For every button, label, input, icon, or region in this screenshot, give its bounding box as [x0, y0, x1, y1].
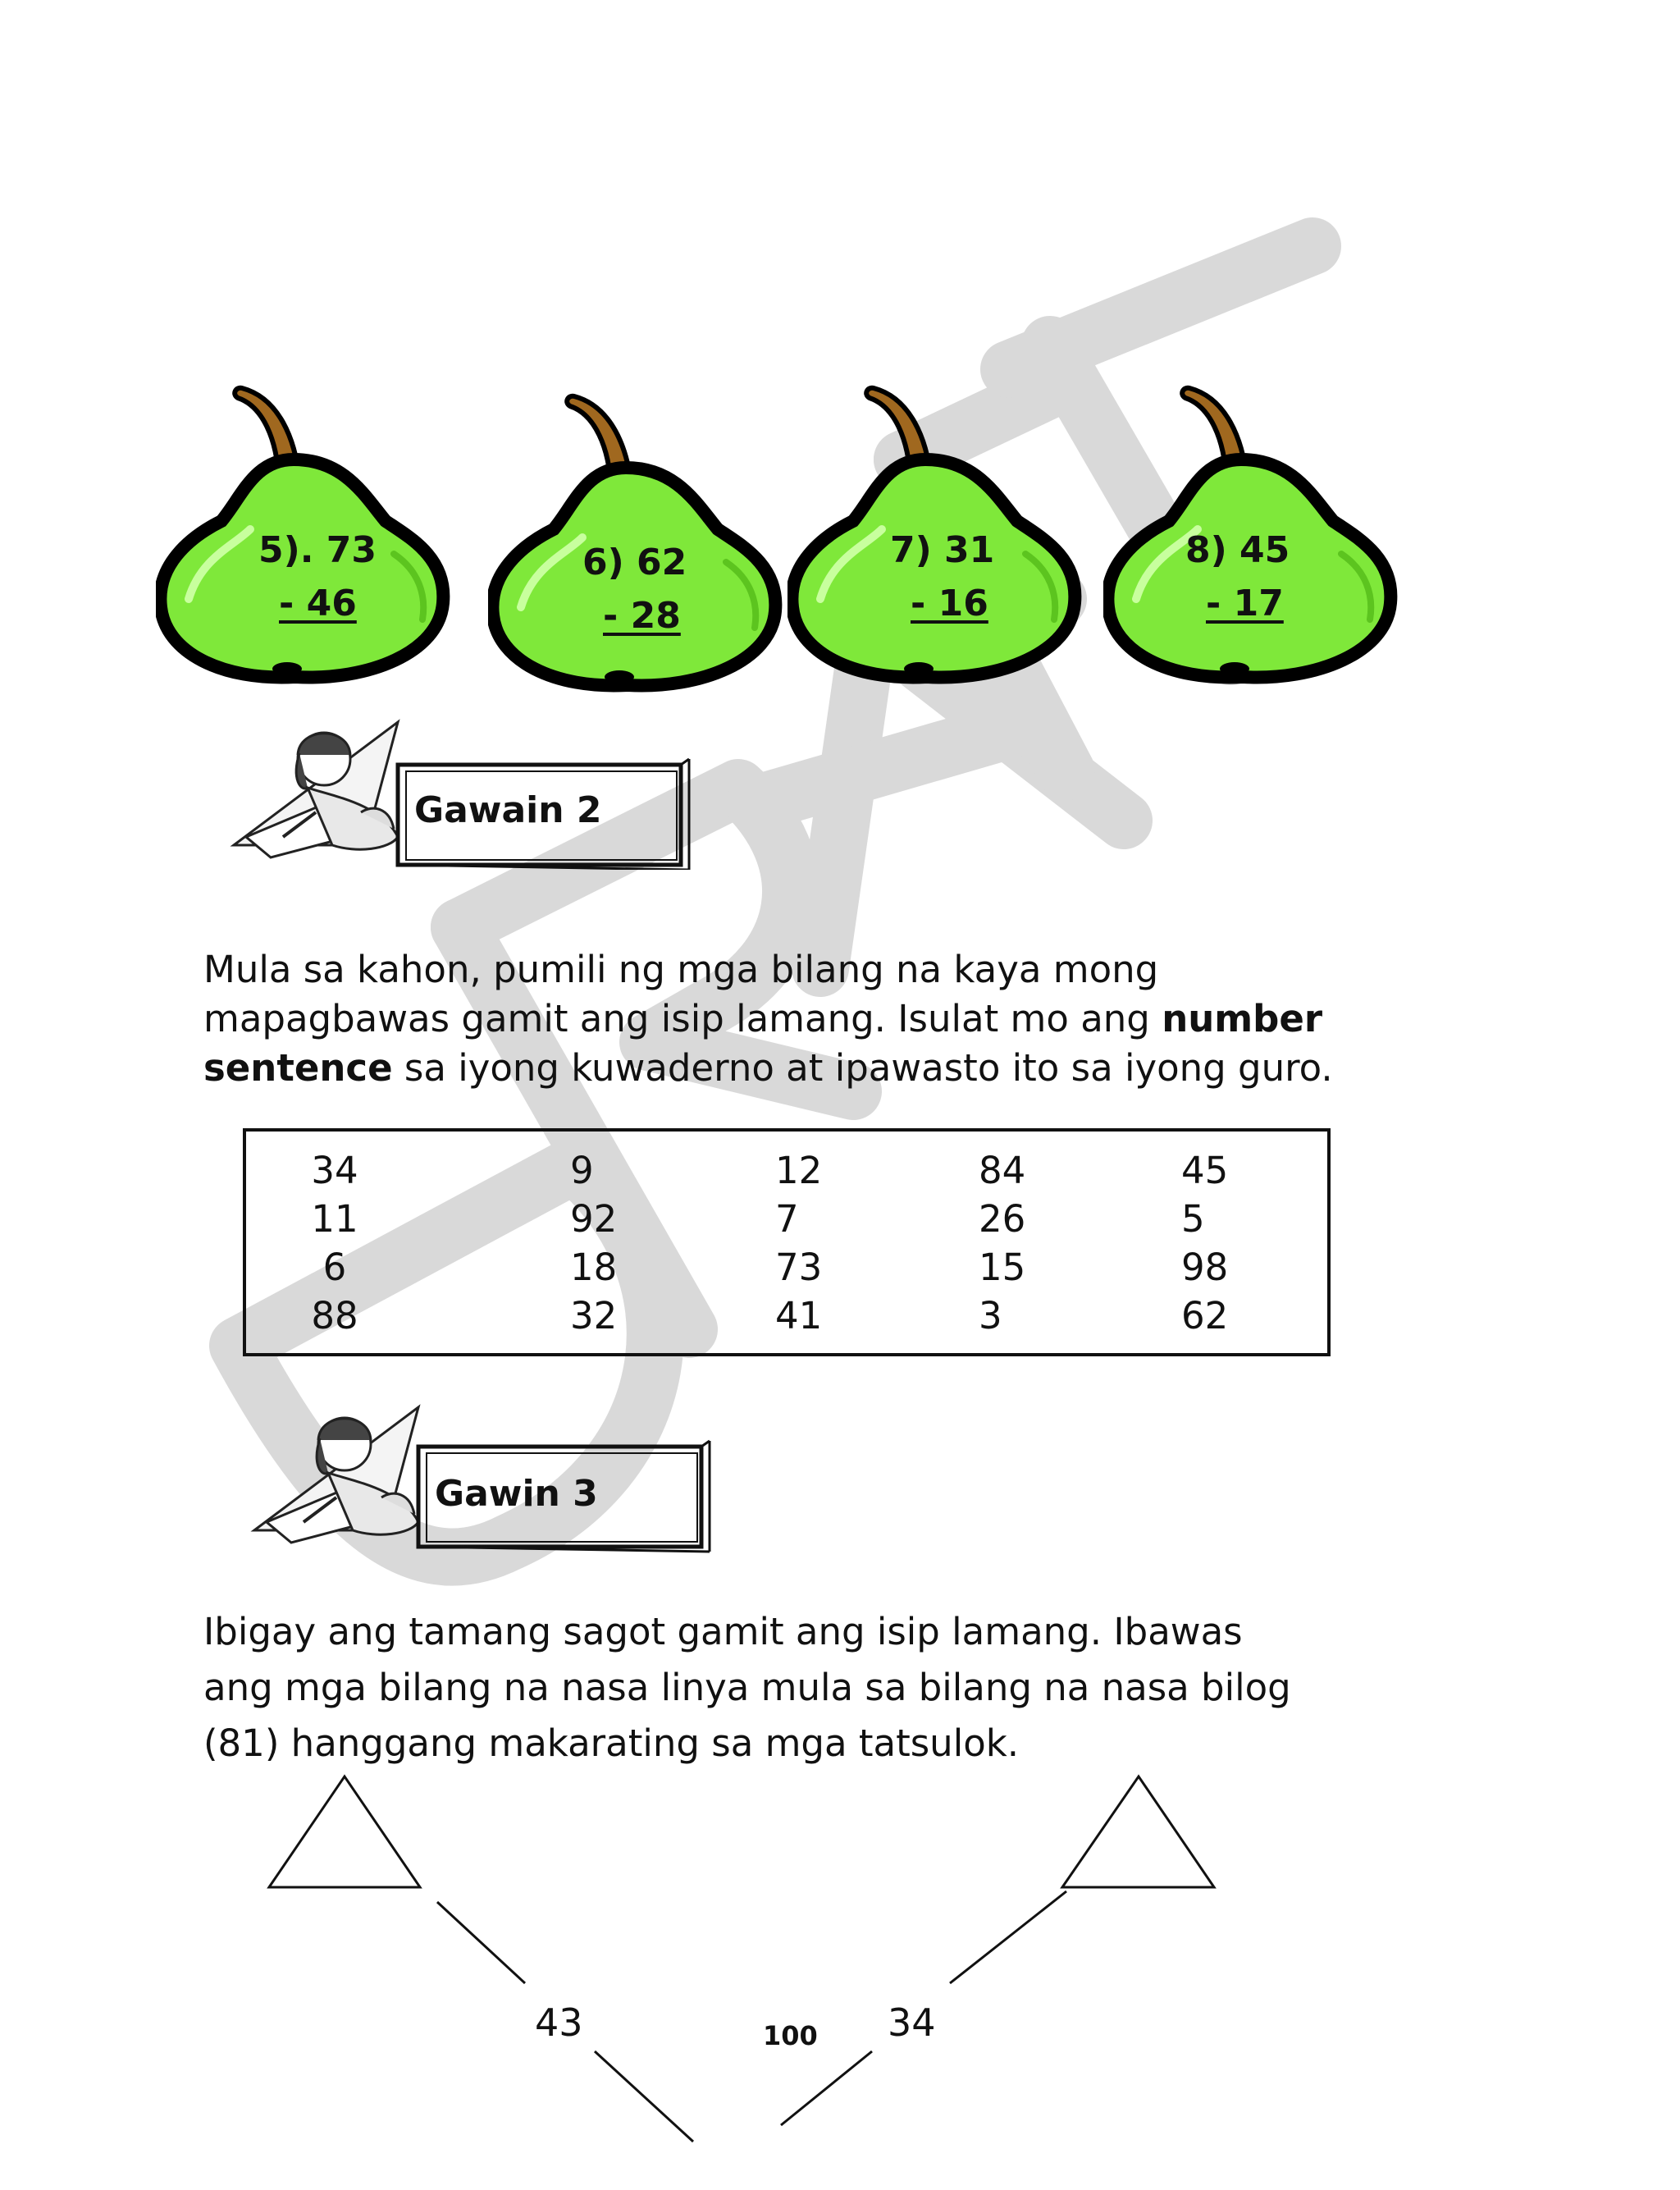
- number-cell: 11: [311, 1197, 358, 1241]
- activity-2-label: Gawain 2: [414, 789, 602, 831]
- subtraction-diagram: [0, 1764, 1680, 2190]
- problem-subtrahend: - 17: [1206, 583, 1284, 624]
- number-column-4: [979, 1146, 1025, 1340]
- instruction-bold-text: sentence: [203, 1046, 393, 1090]
- diagram-value-left: 43: [535, 2000, 583, 2045]
- number-cell: 73: [775, 1246, 823, 1289]
- problem-minuend: 7) 31: [890, 529, 995, 571]
- number-cell: 7: [775, 1197, 799, 1241]
- instruction-text: mapagbawas gamit ang isip lamang. Isulat mo ang: [203, 997, 1162, 1040]
- number-cell: 34: [311, 1149, 358, 1192]
- number-cell: 41: [775, 1294, 823, 1337]
- number-cell: 12: [775, 1149, 823, 1192]
- number-cell: 5: [1181, 1197, 1205, 1241]
- number-cell: 45: [1181, 1149, 1229, 1192]
- number-cell: 18: [570, 1246, 618, 1289]
- activity-2-header: [209, 714, 718, 870]
- connector-line: [781, 2051, 872, 2125]
- number-cell: 15: [979, 1246, 1026, 1289]
- activity-3-label: Gawin 3: [435, 1473, 598, 1515]
- triangle-right: [1062, 1776, 1214, 1887]
- connector-line: [595, 2051, 693, 2142]
- problem-minuend: 6) 62: [582, 542, 687, 583]
- number-box: [243, 1128, 1331, 1356]
- pear-problem: [156, 382, 451, 693]
- instruction-line: ang mga bilang na nasa linya mula sa bilang na nasa bilog: [203, 1666, 1291, 1709]
- number-cell: 32: [570, 1294, 618, 1337]
- instruction-line: [203, 1044, 1483, 1093]
- instruction-line: (81) hanggang makarating sa mga tatsulok.: [203, 1721, 1020, 1765]
- activity-3-header: [230, 1399, 738, 1555]
- problem-minuend: 5). 73: [258, 529, 377, 571]
- number-cell: 26: [979, 1197, 1026, 1241]
- number-cell: 9: [570, 1149, 594, 1192]
- number-cell: 62: [1181, 1294, 1229, 1337]
- problem-subtrahend: - 28: [603, 595, 681, 637]
- number-column-2: [570, 1146, 617, 1340]
- activity-2-instructions: [203, 945, 1483, 1093]
- number-column-5: [1181, 1146, 1228, 1340]
- number-cell: 88: [311, 1294, 358, 1337]
- diagram-value-right: 34: [888, 2000, 936, 2045]
- problem-subtrahend: - 46: [279, 583, 357, 624]
- number-cell: 6: [322, 1246, 347, 1289]
- instruction-line: Ibigay ang tamang sagot gamit ang isip lamang. Ibawas: [203, 1610, 1243, 1653]
- number-column-3: [775, 1146, 822, 1340]
- pear-problem: [488, 390, 783, 702]
- triangle-left: [269, 1776, 420, 1887]
- connector-line: [437, 1902, 525, 1983]
- pear-problem: [1103, 382, 1399, 693]
- number-cell: 98: [1181, 1246, 1229, 1289]
- number-cell: 84: [979, 1149, 1026, 1192]
- problem-minuend: 8) 45: [1185, 529, 1290, 571]
- instruction-text: sa iyong kuwaderno at ipawasto ito sa iyong guro.: [392, 1046, 1333, 1090]
- number-cell: 3: [979, 1294, 1002, 1337]
- instruction-line: [203, 994, 1483, 1044]
- instruction-bold-text: number: [1162, 997, 1323, 1040]
- problem-subtrahend: - 16: [911, 583, 988, 624]
- page-number: 100: [763, 2020, 818, 2051]
- activity-3-instructions: [203, 1604, 1483, 1772]
- number-cell: 92: [570, 1197, 618, 1241]
- connector-line: [950, 1891, 1066, 1983]
- number-column-1: [302, 1146, 368, 1340]
- instruction-line: Mula sa kahon, pumili ng mga bilang na kaya mong: [203, 948, 1159, 991]
- pear-problem: [788, 382, 1083, 693]
